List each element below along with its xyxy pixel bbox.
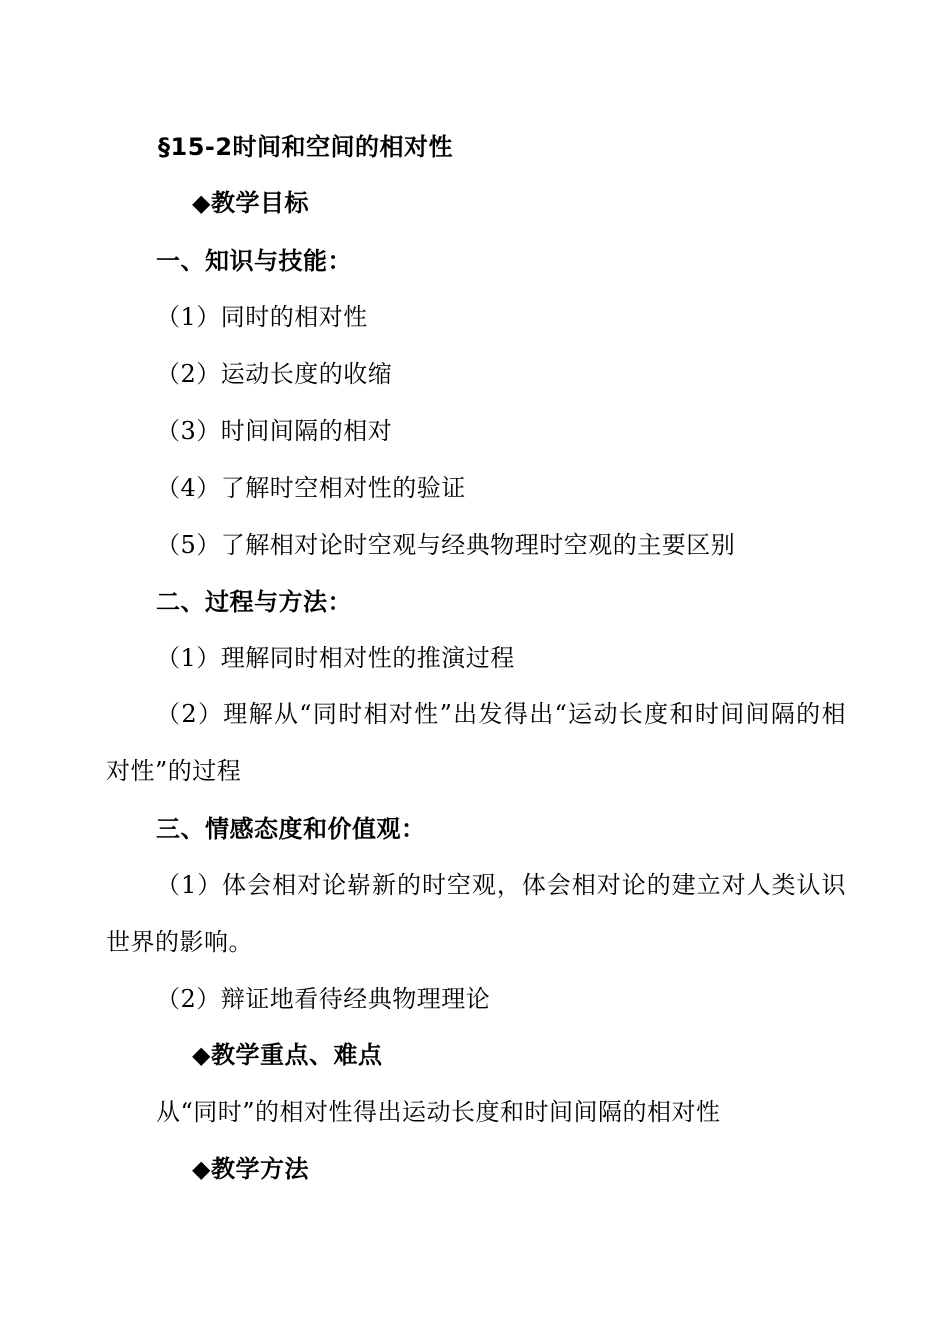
list-item: （4）了解时空相对性的验证 <box>156 474 466 502</box>
list-item: （1）同时的相对性 <box>156 303 368 331</box>
paragraph: （2）理解从“同时相对性”出发得出“运动长度和时间间隔的相对性”的过程 <box>106 700 846 785</box>
part1-heading: 一、知识与技能： <box>156 246 352 275</box>
keypoints-text: 从“同时”的相对性得出运动长度和时间间隔的相对性 <box>156 1098 721 1126</box>
list-item: （5）了解相对论时空观与经典物理时空观的主要区别 <box>156 531 736 559</box>
section-heading-methods: ◆教学方法 <box>192 1154 309 1183</box>
part3-heading: 三、情感态度和价值观： <box>156 814 426 843</box>
list-item: （3）时间间隔的相对 <box>156 417 393 445</box>
section-heading-keypoints: ◆教学重点、难点 <box>192 1040 383 1069</box>
list-item: （2）运动长度的收缩 <box>156 360 393 388</box>
section-heading-objectives: ◆教学目标 <box>192 188 309 217</box>
list-item: （2）辩证地看待经典物理理论 <box>156 985 491 1013</box>
document-title: §15-2时间和空间的相对性 <box>158 133 454 161</box>
paragraph: （1）体会相对论崭新的时空观，体会相对论的建立对人类认识世界的影响。 <box>106 871 846 956</box>
list-item: （1）理解同时相对性的推演过程 <box>156 644 515 672</box>
part2-heading: 二、过程与方法： <box>156 587 352 616</box>
